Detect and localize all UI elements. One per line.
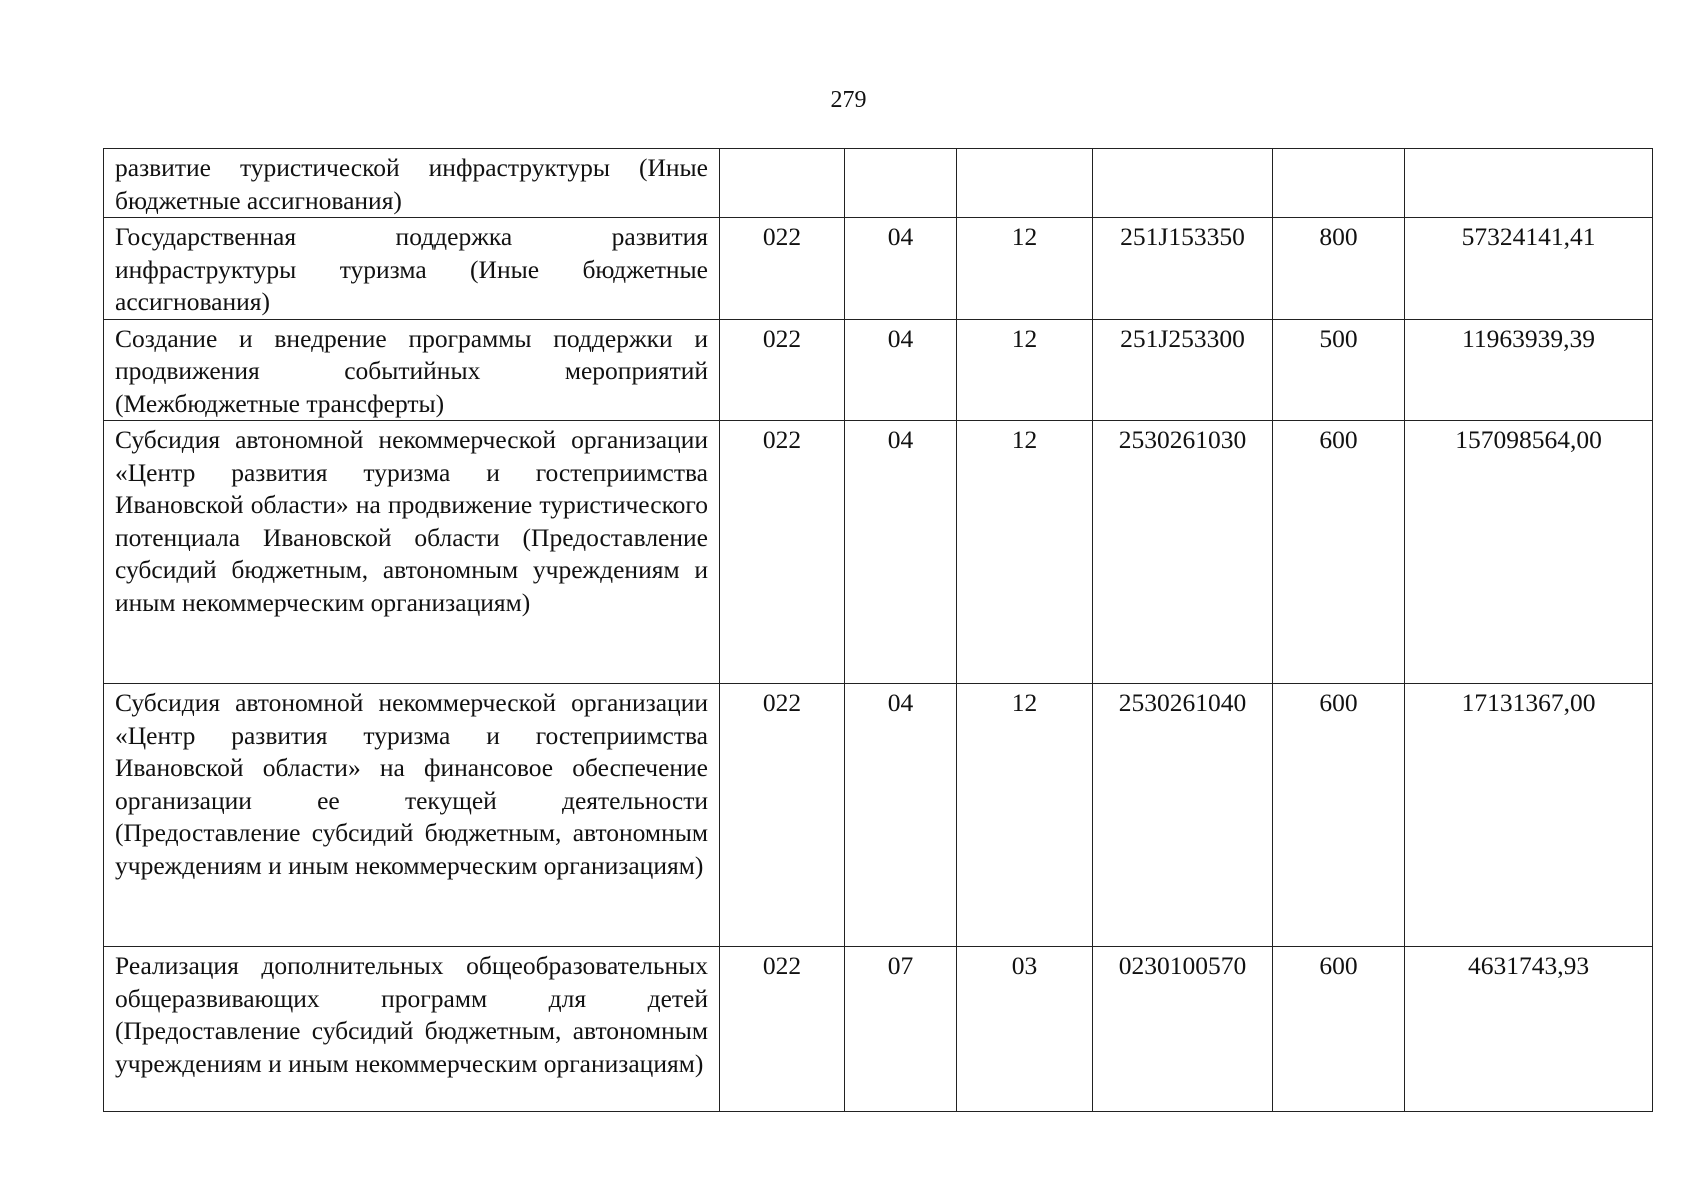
row-target-article: 0230100570 xyxy=(1093,947,1273,1112)
row-section-code: 04 xyxy=(845,421,957,684)
page-number: 279 xyxy=(830,87,867,113)
row-expense-type: 600 xyxy=(1273,947,1405,1112)
row-target-article xyxy=(1093,149,1273,218)
row-expense-type xyxy=(1273,149,1405,218)
row-description: Субсидия автономной некоммерческой организации «Центр развития туризма и гостеприимства Ивановской области» на продвижение туристического потенциала Ивановской области (Предоставление субсидий бюджетным, автономным учреждениям и иным некоммерческим организациям) xyxy=(104,421,720,684)
row-target-article: 251J153350 xyxy=(1093,218,1273,320)
row-subsection-code: 12 xyxy=(957,684,1093,947)
table-row xyxy=(104,218,1653,320)
row-ministry-code: 022 xyxy=(720,319,845,421)
row-subsection-code: 03 xyxy=(957,947,1093,1112)
row-expense-type: 500 xyxy=(1273,319,1405,421)
table-row xyxy=(104,421,1653,684)
row-description: развитие туристической инфраструктуры (Иные бюджетные ассигнования) xyxy=(104,149,720,218)
row-description: Государственная поддержка развития инфраструктуры туризма (Иные бюджетные ассигнования) xyxy=(104,218,720,320)
table-row xyxy=(104,319,1653,421)
budget-table xyxy=(103,148,1653,1112)
row-amount: 11963939,39 xyxy=(1405,319,1653,421)
row-ministry-code: 022 xyxy=(720,218,845,320)
row-subsection-code: 12 xyxy=(957,218,1093,320)
row-section-code: 04 xyxy=(845,684,957,947)
table-row xyxy=(104,684,1653,947)
row-amount: 57324141,41 xyxy=(1405,218,1653,320)
table-row xyxy=(104,149,1653,218)
row-expense-type: 600 xyxy=(1273,684,1405,947)
row-description: Субсидия автономной некоммерческой организации «Центр развития туризма и гостеприимства Ивановской области» на финансовое обеспечение организации ее текущей деятельности (Предоставление субсидий бюджетным, автономным учреждениям и иным некоммерческим организациям) xyxy=(104,684,720,947)
row-section-code: 04 xyxy=(845,319,957,421)
row-ministry-code: 022 xyxy=(720,947,845,1112)
row-ministry-code xyxy=(720,149,845,218)
row-section-code xyxy=(845,149,957,218)
row-ministry-code: 022 xyxy=(720,421,845,684)
row-description: Создание и внедрение программы поддержки и продвижения событийных мероприятий (Межбюджетные трансферты) xyxy=(104,319,720,421)
row-amount: 157098564,00 xyxy=(1405,421,1653,684)
row-subsection-code: 12 xyxy=(957,319,1093,421)
row-amount: 17131367,00 xyxy=(1405,684,1653,947)
row-section-code: 07 xyxy=(845,947,957,1112)
row-expense-type: 800 xyxy=(1273,218,1405,320)
row-target-article: 2530261030 xyxy=(1093,421,1273,684)
row-amount xyxy=(1405,149,1653,218)
row-section-code: 04 xyxy=(845,218,957,320)
row-expense-type: 600 xyxy=(1273,421,1405,684)
row-target-article: 251J253300 xyxy=(1093,319,1273,421)
row-ministry-code: 022 xyxy=(720,684,845,947)
row-target-article: 2530261040 xyxy=(1093,684,1273,947)
row-amount: 4631743,93 xyxy=(1405,947,1653,1112)
row-description: Реализация дополнительных общеобразовательных общеразвивающих программ для детей (Предоставление субсидий бюджетным, автономным учреждениям и иным некоммерческим организациям) xyxy=(104,947,720,1112)
row-subsection-code: 12 xyxy=(957,421,1093,684)
row-subsection-code xyxy=(957,149,1093,218)
table-row xyxy=(104,947,1653,1112)
